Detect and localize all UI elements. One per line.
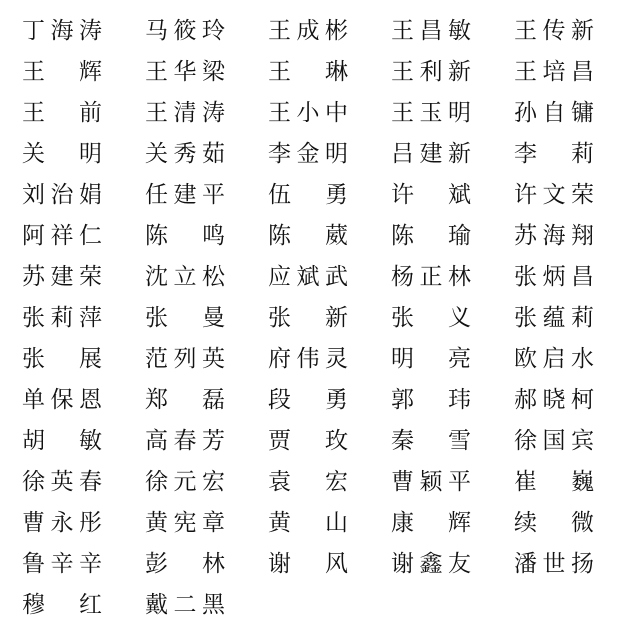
name-character: 金 (296, 141, 320, 167)
name-entry (22, 459, 102, 500)
name-character: 宾 (571, 428, 594, 454)
name-character: 王 (22, 100, 45, 126)
name-character: 辉 (448, 510, 471, 536)
name-character: 李 (268, 141, 291, 167)
name-entry (268, 295, 348, 336)
name-entry (391, 254, 471, 295)
name-entry (268, 336, 348, 377)
name-entry (514, 49, 594, 90)
name-character: 萍 (79, 305, 102, 331)
name-character: 平 (202, 182, 225, 208)
name-entry (514, 541, 594, 582)
name-character: 建 (50, 264, 74, 290)
name-character: 二 (173, 592, 197, 618)
name-entry (145, 500, 225, 541)
name-entry (22, 418, 102, 459)
name-character: 海 (542, 223, 566, 249)
name-character: 英 (202, 346, 225, 372)
name-character: 秦 (391, 428, 414, 454)
name-character: 沈 (145, 264, 168, 290)
name-character: 展 (79, 346, 102, 372)
name-entry (268, 8, 348, 49)
name-character: 鸣 (202, 223, 225, 249)
name-character: 王 (391, 59, 414, 85)
name-character: 章 (202, 510, 225, 536)
name-character: 列 (173, 346, 197, 372)
name-character: 张 (391, 305, 414, 331)
name-character: 国 (542, 428, 566, 454)
name-character: 义 (448, 305, 471, 331)
name-character: 贾 (268, 428, 291, 454)
name-character: 穆 (22, 592, 45, 618)
name-character: 宏 (325, 469, 348, 495)
name-entry (514, 254, 594, 295)
name-character: 新 (571, 18, 594, 44)
name-entry (22, 131, 102, 172)
name-character: 黄 (145, 510, 168, 536)
name-character: 利 (419, 59, 443, 85)
name-character: 灵 (325, 346, 348, 372)
name-entry (391, 418, 471, 459)
name-character: 马 (145, 18, 168, 44)
name-character: 王 (514, 18, 537, 44)
name-character: 传 (542, 18, 566, 44)
name-character: 潘 (514, 551, 537, 577)
name-character: 柯 (571, 387, 594, 413)
name-character: 王 (391, 100, 414, 126)
name-character: 玲 (202, 18, 225, 44)
name-entry (514, 295, 594, 336)
name-entry (391, 377, 471, 418)
name-character: 自 (542, 100, 566, 126)
name-character: 曼 (202, 305, 225, 331)
name-character: 单 (22, 387, 45, 413)
name-character: 郝 (514, 387, 537, 413)
name-character: 武 (325, 264, 348, 290)
name-entry (145, 418, 225, 459)
name-character: 张 (145, 305, 168, 331)
name-character: 孙 (514, 100, 537, 126)
name-character: 关 (22, 141, 45, 167)
name-character: 风 (325, 551, 348, 577)
name-character: 伟 (296, 346, 320, 372)
name-character: 王 (22, 59, 45, 85)
name-character: 张 (514, 305, 537, 331)
name-entry (514, 500, 594, 541)
name-character: 玫 (325, 428, 348, 454)
name-character: 镛 (571, 100, 594, 126)
name-entry (514, 90, 594, 131)
name-character: 苏 (22, 264, 45, 290)
name-character: 曹 (22, 510, 45, 536)
name-character: 春 (173, 428, 197, 454)
name-character: 郑 (145, 387, 168, 413)
name-character: 宏 (202, 469, 225, 495)
name-character: 治 (50, 182, 74, 208)
name-character: 友 (448, 551, 471, 577)
name-character: 高 (145, 428, 168, 454)
name-character: 瑜 (448, 223, 471, 249)
name-character: 王 (268, 59, 291, 85)
name-entry (22, 90, 102, 131)
name-character: 涛 (79, 18, 102, 44)
name-character: 黄 (268, 510, 291, 536)
name-character: 祥 (50, 223, 74, 249)
name-character: 辛 (79, 551, 102, 577)
name-character: 雪 (448, 428, 471, 454)
name-entry (22, 582, 102, 623)
name-character: 府 (268, 346, 291, 372)
name-character: 明 (391, 346, 414, 372)
name-character: 平 (448, 469, 471, 495)
name-character: 胡 (22, 428, 45, 454)
name-character: 英 (50, 469, 74, 495)
name-entry (391, 90, 471, 131)
name-entry (268, 459, 348, 500)
name-entry (391, 500, 471, 541)
name-character: 阿 (22, 223, 45, 249)
name-character: 许 (391, 182, 414, 208)
name-character: 续 (514, 510, 537, 536)
name-entry (145, 90, 225, 131)
name-entry (22, 295, 102, 336)
name-entry (22, 336, 102, 377)
name-character: 筱 (173, 18, 197, 44)
name-entry (22, 541, 102, 582)
name-character: 曹 (391, 469, 414, 495)
name-character: 鑫 (419, 551, 443, 577)
name-character: 彤 (79, 510, 102, 536)
name-entry (145, 541, 225, 582)
name-character: 成 (296, 18, 320, 44)
name-character: 吕 (391, 141, 414, 167)
name-character: 建 (419, 141, 443, 167)
name-character: 明 (325, 141, 348, 167)
name-character: 梁 (202, 59, 225, 85)
name-entry (145, 213, 225, 254)
name-entry (391, 8, 471, 49)
name-character: 永 (50, 510, 74, 536)
name-character: 莉 (50, 305, 74, 331)
name-entry (145, 172, 225, 213)
name-entry (268, 377, 348, 418)
name-character: 李 (514, 141, 537, 167)
name-character: 辉 (79, 59, 102, 85)
name-character: 建 (173, 182, 197, 208)
name-character: 王 (145, 100, 168, 126)
name-entry (391, 213, 471, 254)
name-character: 晓 (542, 387, 566, 413)
name-character: 敏 (448, 18, 471, 44)
name-character: 新 (448, 141, 471, 167)
name-character: 丁 (22, 18, 45, 44)
name-character: 山 (325, 510, 348, 536)
name-character: 袁 (268, 469, 291, 495)
name-character: 恩 (79, 387, 102, 413)
name-character: 刘 (22, 182, 45, 208)
name-entry (391, 49, 471, 90)
name-character: 华 (173, 59, 197, 85)
name-character: 松 (202, 264, 225, 290)
name-character: 荣 (79, 264, 102, 290)
name-character: 张 (514, 264, 537, 290)
name-entry (22, 254, 102, 295)
name-entry (145, 582, 225, 623)
name-character: 谢 (391, 551, 414, 577)
name-character: 小 (296, 100, 320, 126)
name-entry (145, 295, 225, 336)
name-character: 世 (542, 551, 566, 577)
name-entry (514, 418, 594, 459)
name-entry (268, 131, 348, 172)
name-entry (268, 541, 348, 582)
name-character: 林 (448, 264, 471, 290)
name-entry (268, 418, 348, 459)
name-character: 立 (173, 264, 197, 290)
name-character: 昌 (571, 264, 594, 290)
name-entry (145, 254, 225, 295)
name-character: 水 (571, 346, 594, 372)
name-character: 保 (50, 387, 74, 413)
name-character: 陈 (268, 223, 291, 249)
name-entry (268, 90, 348, 131)
name-entry (268, 213, 348, 254)
name-character: 段 (268, 387, 291, 413)
name-character: 勇 (325, 387, 348, 413)
name-entry (22, 377, 102, 418)
name-character: 琳 (325, 59, 348, 85)
name-character: 玮 (448, 387, 471, 413)
name-character: 苏 (514, 223, 537, 249)
name-character: 斌 (448, 182, 471, 208)
name-character: 张 (22, 305, 45, 331)
name-character: 任 (145, 182, 168, 208)
name-character: 磊 (202, 387, 225, 413)
name-character: 新 (325, 305, 348, 331)
name-entry (145, 336, 225, 377)
name-character: 莉 (571, 141, 594, 167)
name-entry (268, 172, 348, 213)
name-character: 启 (542, 346, 566, 372)
name-character: 春 (79, 469, 102, 495)
name-character: 茹 (202, 141, 225, 167)
name-entry (145, 459, 225, 500)
name-entry (22, 500, 102, 541)
name-character: 黑 (202, 592, 225, 618)
name-character: 昌 (419, 18, 443, 44)
name-character: 荣 (571, 182, 594, 208)
name-character: 崔 (514, 469, 537, 495)
name-character: 王 (268, 18, 291, 44)
name-character: 关 (145, 141, 168, 167)
name-entry (22, 8, 102, 49)
name-character: 巍 (571, 469, 594, 495)
name-character: 芳 (202, 428, 225, 454)
name-entry (514, 377, 594, 418)
name-character: 前 (79, 100, 102, 126)
name-character: 亮 (448, 346, 471, 372)
name-character: 炳 (542, 264, 566, 290)
name-character: 谢 (268, 551, 291, 577)
name-character: 徐 (514, 428, 537, 454)
name-character: 蕴 (542, 305, 566, 331)
name-character: 海 (50, 18, 74, 44)
name-character: 文 (542, 182, 566, 208)
name-character: 张 (268, 305, 291, 331)
name-entry (22, 49, 102, 90)
name-character: 微 (571, 510, 594, 536)
name-entry (268, 254, 348, 295)
name-entry (391, 295, 471, 336)
name-character: 昌 (571, 59, 594, 85)
name-character: 伍 (268, 182, 291, 208)
name-character: 徐 (145, 469, 168, 495)
name-character: 新 (448, 59, 471, 85)
name-entry (391, 131, 471, 172)
name-character: 陈 (391, 223, 414, 249)
name-entry (514, 459, 594, 500)
name-character: 王 (514, 59, 537, 85)
name-entry (145, 131, 225, 172)
name-character: 许 (514, 182, 537, 208)
name-entry (514, 172, 594, 213)
name-entry (514, 213, 594, 254)
name-character: 林 (202, 551, 225, 577)
name-character: 范 (145, 346, 168, 372)
name-character: 葳 (325, 223, 348, 249)
name-character: 彬 (325, 18, 348, 44)
name-character: 张 (22, 346, 45, 372)
name-character: 秀 (173, 141, 197, 167)
name-entry (391, 172, 471, 213)
name-character: 元 (173, 469, 197, 495)
name-character: 彭 (145, 551, 168, 577)
name-entry (268, 49, 348, 90)
name-entry (145, 8, 225, 49)
name-character: 红 (79, 592, 102, 618)
name-character: 翔 (571, 223, 594, 249)
name-entry (268, 500, 348, 541)
name-entry (22, 172, 102, 213)
name-character: 郭 (391, 387, 414, 413)
name-character: 明 (448, 100, 471, 126)
name-entry (391, 336, 471, 377)
name-character: 仁 (79, 223, 102, 249)
name-character: 徐 (22, 469, 45, 495)
name-character: 斌 (296, 264, 320, 290)
name-character: 中 (325, 100, 348, 126)
name-entry (514, 8, 594, 49)
name-character: 欧 (514, 346, 537, 372)
name-entry (145, 377, 225, 418)
name-character: 涛 (202, 100, 225, 126)
name-character: 王 (268, 100, 291, 126)
name-character: 戴 (145, 592, 168, 618)
name-character: 康 (391, 510, 414, 536)
name-entry (391, 541, 471, 582)
name-character: 敏 (79, 428, 102, 454)
name-character: 培 (542, 59, 566, 85)
name-character: 杨 (391, 264, 414, 290)
name-character: 陈 (145, 223, 168, 249)
name-character: 玉 (419, 100, 443, 126)
name-character: 清 (173, 100, 197, 126)
name-character: 勇 (325, 182, 348, 208)
name-grid (22, 8, 622, 623)
name-character: 明 (79, 141, 102, 167)
name-character: 应 (268, 264, 291, 290)
name-character: 颖 (419, 469, 443, 495)
name-entry (145, 49, 225, 90)
name-entry (391, 459, 471, 500)
name-character: 扬 (571, 551, 594, 577)
name-entry (514, 131, 594, 172)
name-character: 辛 (50, 551, 74, 577)
name-entry (514, 336, 594, 377)
name-entry (22, 213, 102, 254)
name-character: 宪 (173, 510, 197, 536)
name-character: 王 (145, 59, 168, 85)
name-character: 王 (391, 18, 414, 44)
name-character: 正 (419, 264, 443, 290)
name-character: 娟 (79, 182, 102, 208)
name-character: 莉 (571, 305, 594, 331)
name-character: 鲁 (22, 551, 45, 577)
